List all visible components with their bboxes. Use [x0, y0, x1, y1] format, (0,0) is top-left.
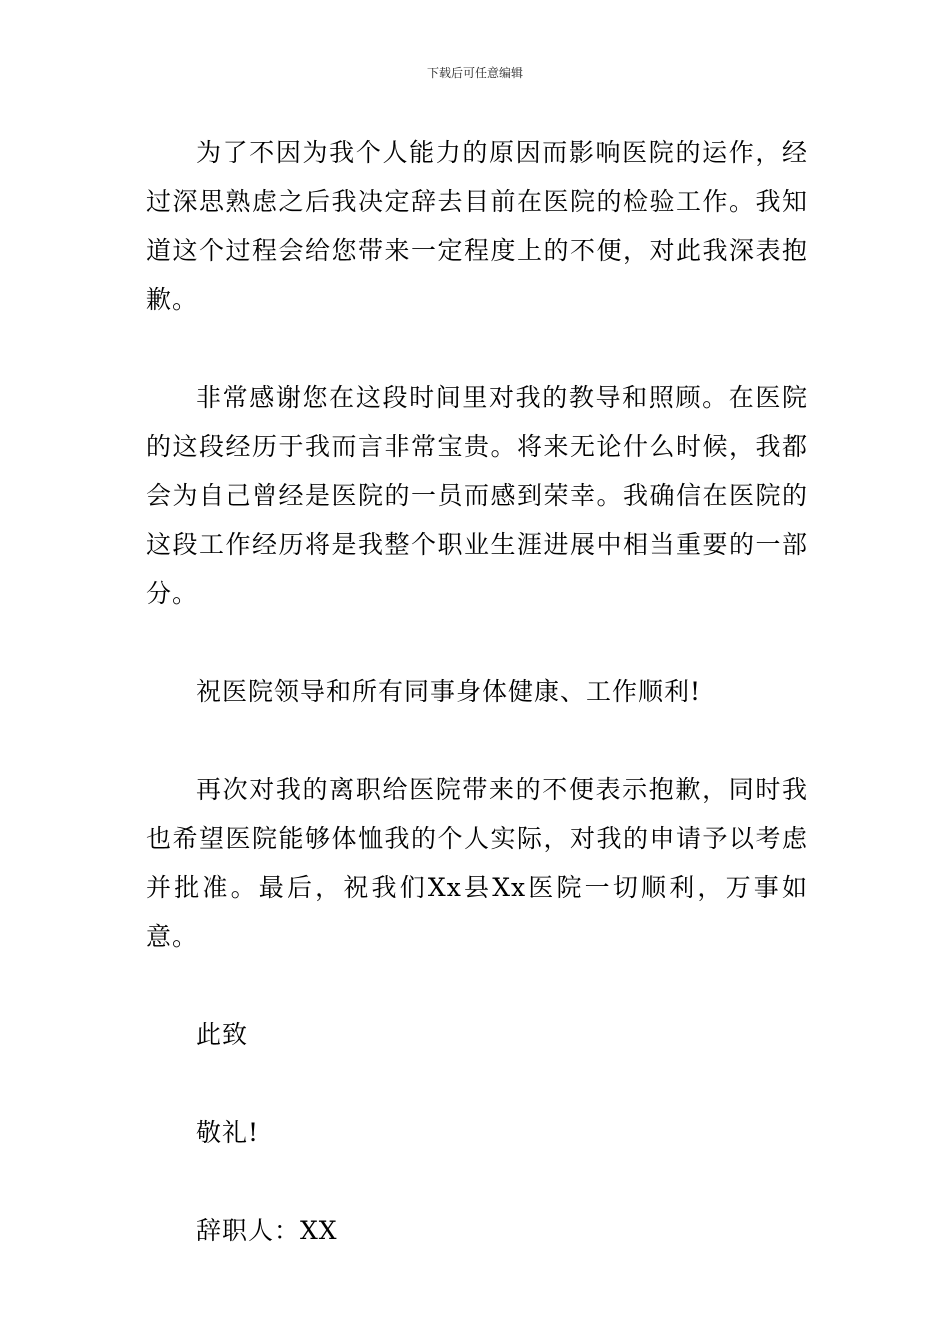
letter-body — [146, 128, 808, 1255]
paragraph-gap — [146, 716, 808, 765]
paragraph-wishes: 祝医院领导和所有同事身体健康、工作顺利! — [196, 677, 702, 706]
paragraph-apology: 再次对我的离职给医院带来的不便表示抱歉，同时我也希望医院能够体恤我的个人实际，对我的申请予以考虑并批准。最后，祝我们Xx县Xx医院一切顺利，万事如意。 — [146, 775, 808, 951]
paragraph-reason: 为了不因为我个人能力的原因而影响医院的运作，经过深思熟虑之后我决定辞去目前在医院的检验工作。我知道这个过程会给您带来一定程度上的不便，对此我深表抱歉。 — [146, 138, 808, 314]
closing-salutation: 此致 — [196, 1020, 249, 1049]
signature-line: 辞职人：XX — [196, 1216, 338, 1245]
page-header-note: 下载后可任意编辑 — [426, 66, 523, 80]
paragraph-gap — [146, 1059, 808, 1108]
paragraph-thanks: 非常感谢您在这段时间里对我的教导和照顾。在医院的这段经历于我而言非常宝贵。将来无论什么时候，我都会为自己曾经是医院的一员而感到荣幸。我确信在医院的这段工作经历将是我整个职业生涯进展中相当重要的一部分。 — [146, 383, 808, 608]
paragraph-gap — [146, 618, 808, 667]
paragraph-gap — [146, 1157, 808, 1206]
paragraph-gap — [146, 961, 808, 1010]
paragraph-gap — [146, 324, 808, 373]
closing-regards: 敬礼! — [196, 1118, 260, 1147]
